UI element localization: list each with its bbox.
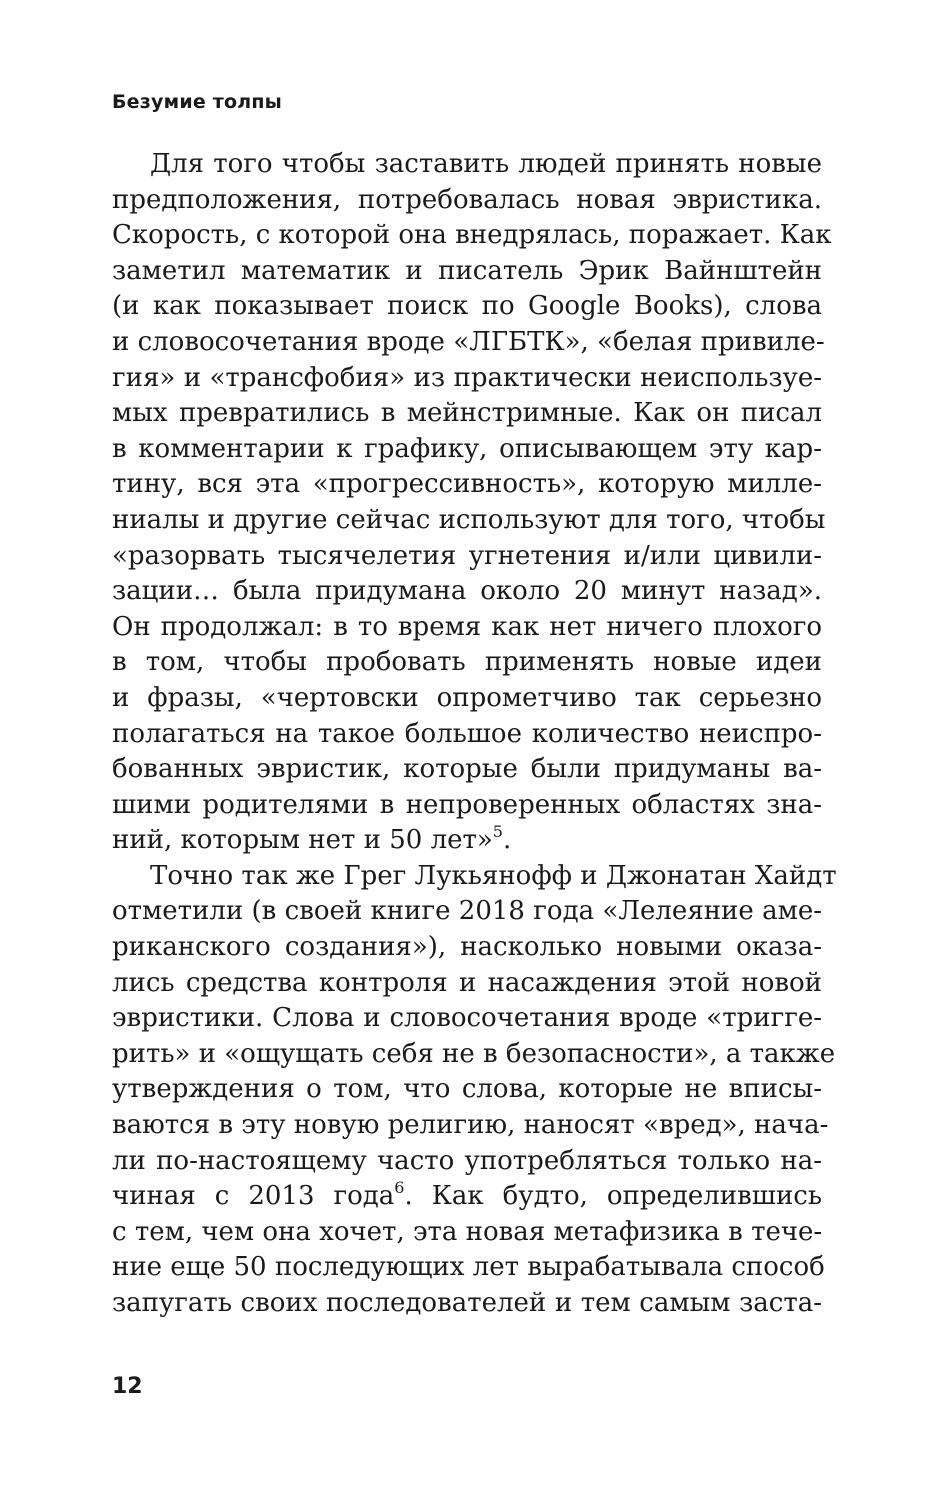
- text-line: [112, 1179, 822, 1215]
- text-line: Точно так же Грег Лукьянофф и Джонатан Хайдт: [150, 860, 837, 891]
- text-fragment: чиная с 2013 года: [112, 1181, 395, 1212]
- text-fragment: .: [502, 825, 512, 856]
- text-fragment: ний, которым нет и 50 лет»: [112, 825, 493, 856]
- text-line: [112, 823, 822, 859]
- text-line: ваются в эту новую религию, наносят «вред», нача-: [112, 1110, 829, 1141]
- text-line: бованных эвристик, которые были придуманы ва-: [112, 754, 822, 785]
- text-line: Для того чтобы заставить людей принять новые: [150, 149, 822, 179]
- text-line: эвристики. Слова и словосочетания вроде «тригге-: [112, 1003, 822, 1034]
- text-line: запугать своих последователей и тем самым заста-: [112, 1288, 822, 1318]
- text-line: мых превратились в мейнстримные. Как он писал: [112, 398, 822, 429]
- text-line: утверждения о том, что слова, которые не вписы-: [112, 1074, 822, 1105]
- text-line: (и как показывает поиск по Google Books), слова: [112, 291, 822, 322]
- text-line: заметил математик и писатель Эрик Вайнштейн: [112, 255, 822, 286]
- text-line: ли по-настоящему часто употребляться только на-: [112, 1145, 822, 1176]
- text-line: Скорость, с которой она внедрялась, поражает. Как: [112, 220, 832, 251]
- page-number: 12: [112, 1374, 143, 1399]
- text-line: полагаться на такое большое количество неиспро-: [112, 718, 822, 749]
- text-line: и фразы, «чертовски опрометчиво так серьезно: [112, 682, 822, 713]
- text-line: в том, чтобы пробовать применять новые идеи: [112, 647, 822, 678]
- body-text: [112, 147, 837, 1322]
- text-line: «разорвать тысячелетия угнетения и/или цивили-: [112, 540, 822, 571]
- text-line: гия» и «трансфобия» из практически неиспользуе-: [112, 362, 822, 393]
- footnote-ref: 5: [492, 822, 503, 842]
- running-head: Безумие толпы: [112, 91, 283, 113]
- text-line: лись средства контроля и насаждения этой новой: [112, 967, 822, 998]
- text-line: зации… была придумана около 20 минут назад».: [112, 576, 822, 607]
- footnote-ref: 6: [394, 1178, 405, 1198]
- text-line: Он продолжал: в то время как нет ничего плохого: [112, 611, 822, 642]
- text-line: рить» и «ощущать себя не в безопасности», а также: [112, 1038, 836, 1069]
- text-line: и словосочетания вроде «ЛГБТК», «белая привиле-: [112, 326, 825, 357]
- text-line: ние еще 50 последующих лет вырабатывала способ: [112, 1252, 825, 1283]
- text-fragment: . Как будто, определившись: [404, 1181, 822, 1212]
- text-line: предположения, потребовалась новая эвристика.: [112, 184, 822, 215]
- text-line: с тем, чем она хочет, эта новая метафизика в тече-: [112, 1216, 823, 1247]
- text-line: риканского создания»), насколько новыми оказа-: [112, 932, 822, 963]
- text-line: в комментарии к графику, описывающем эту кар-: [112, 433, 822, 464]
- text-line: шими родителями в непроверенных областях зна-: [112, 789, 822, 820]
- text-line: ниалы и другие сейчас используют для того, чтобы: [112, 504, 826, 535]
- text-line: тину, вся эта «прогрессивность», которую милле-: [112, 469, 822, 500]
- text-line: отметили (в своей книге 2018 года «Лелеяние аме-: [112, 896, 822, 927]
